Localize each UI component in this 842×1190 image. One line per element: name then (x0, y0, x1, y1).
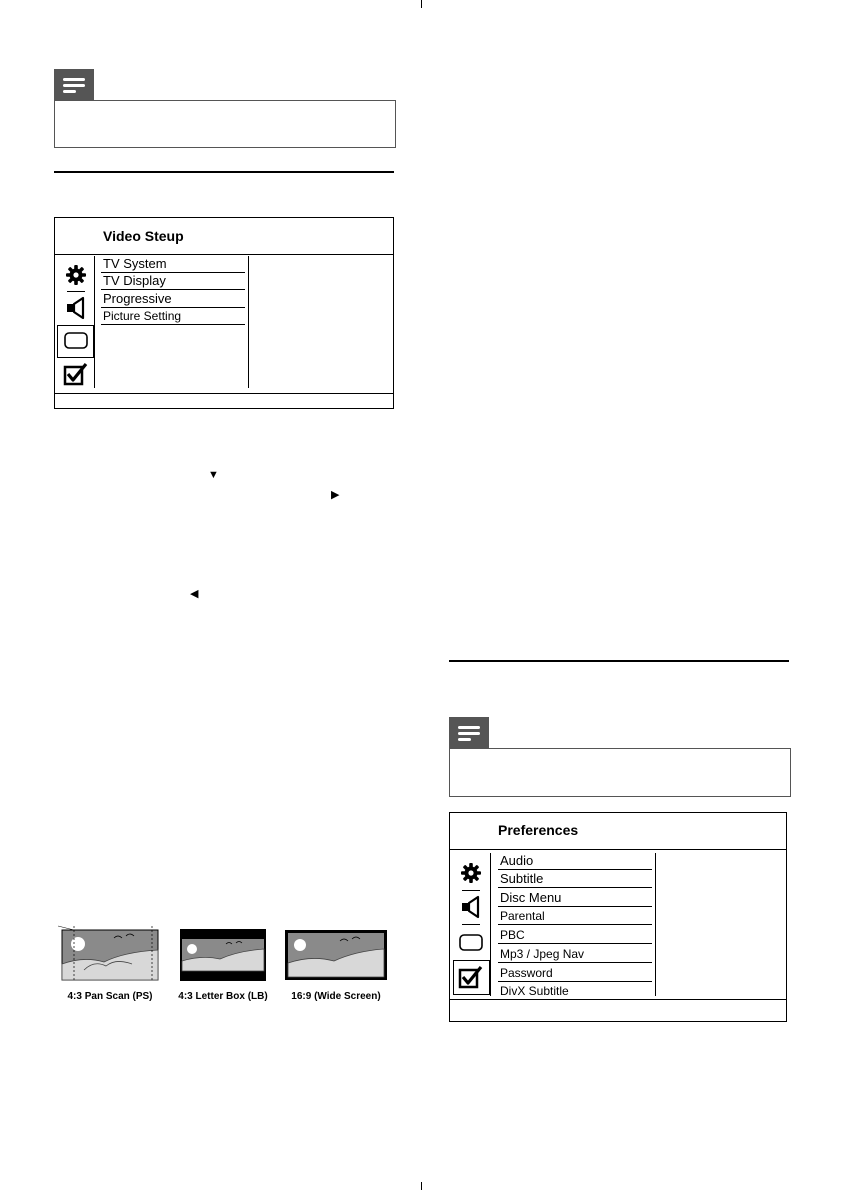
menu-item-password[interactable]: Password (498, 965, 652, 982)
menu-item-mp3-jpeg-nav[interactable]: Mp3 / Jpeg Nav (498, 946, 652, 963)
video-setup-menu (54, 217, 394, 409)
icon-column-divider (490, 853, 491, 996)
note-tab-right (449, 717, 489, 749)
note-icon (449, 717, 489, 749)
menu-item-tv-system[interactable]: TV System (101, 256, 245, 273)
menu-item-parental[interactable]: Parental (498, 908, 652, 925)
menu-item-pbc[interactable]: PBC (498, 927, 652, 944)
menu-item-audio[interactable]: Audio (498, 853, 652, 870)
page-fold-mark-bottom (421, 1182, 422, 1190)
icon-separator (462, 890, 480, 891)
menu-item-progressive[interactable]: Progressive (101, 291, 245, 308)
page-fold-mark-top (421, 0, 422, 8)
screen-icon[interactable] (63, 331, 89, 351)
options-column-divider (248, 256, 249, 388)
down-arrow-icon: ▼ (208, 469, 219, 481)
section-rule (54, 171, 394, 173)
speaker-icon[interactable] (460, 895, 482, 919)
right-arrow-icon: ▶ (331, 489, 340, 501)
icon-separator (67, 291, 85, 292)
checkbox-icon[interactable] (458, 965, 484, 989)
caption-pan-scan: 4:3 Pan Scan (PS) (67, 991, 153, 1002)
menu-title: Video Steup (103, 228, 184, 244)
menu-title: Preferences (498, 822, 579, 838)
menu-item-divx-subtitle[interactable]: DivX Subtitle (500, 984, 569, 998)
checkbox-icon[interactable] (63, 362, 89, 386)
note-box-right (449, 748, 791, 797)
menu-item-picture-setting[interactable]: Picture Setting (101, 308, 245, 325)
screen-icon[interactable] (458, 933, 484, 953)
icon-separator (462, 924, 480, 925)
caption-wide-screen: 16:9 (Wide Screen) (291, 991, 381, 1002)
section-rule-right (449, 660, 789, 662)
icon-column-divider (94, 256, 95, 388)
menu-item-tv-display[interactable]: TV Display (101, 273, 245, 290)
left-arrow-icon: ◀ (190, 588, 199, 600)
gear-icon[interactable] (460, 862, 482, 884)
note-icon (54, 69, 94, 101)
note-box (54, 100, 396, 148)
menu-item-subtitle[interactable]: Subtitle (498, 871, 652, 888)
letter-box-illustration (180, 929, 266, 981)
preferences-menu (449, 812, 787, 1022)
options-column-divider (655, 853, 656, 996)
pan-scan-illustration (54, 924, 166, 984)
menu-footer-divider (55, 393, 393, 394)
note-tab (54, 69, 94, 101)
menu-divider (450, 849, 786, 850)
wide-screen-illustration (284, 929, 388, 981)
menu-item-disc-menu[interactable]: Disc Menu (498, 890, 652, 907)
caption-letter-box: 4:3 Letter Box (LB) (178, 991, 268, 1002)
menu-divider (55, 254, 393, 255)
menu-footer-divider (450, 999, 786, 1000)
gear-icon[interactable] (65, 264, 87, 286)
speaker-icon[interactable] (65, 296, 87, 320)
